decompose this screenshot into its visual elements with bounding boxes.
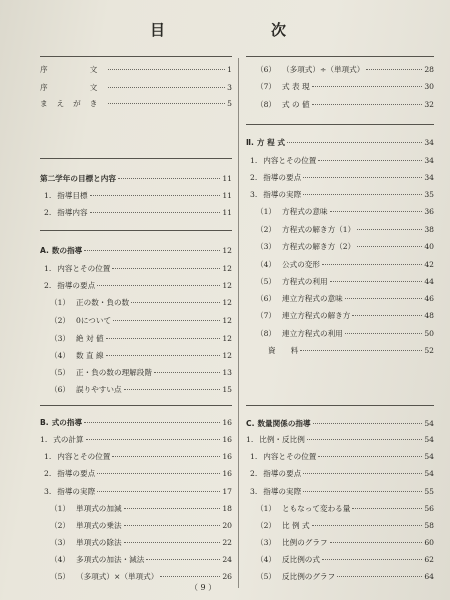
section-rule [40,230,232,231]
dot-leader [108,103,225,104]
entry-title: 指導の実際 [57,487,96,496]
toc-entry [246,310,434,324]
entry-number: （8） [256,329,277,338]
dot-leader [146,559,220,560]
dot-leader [303,491,422,492]
toc-entry [40,468,232,482]
page-ref: 12 [222,264,232,273]
toc-entry [40,486,232,500]
entry-title: 単項式の加減 [76,504,122,513]
entry-number: （7） [256,82,277,91]
entry-number: （2） [50,316,71,325]
entry-title: 式の指導 [51,418,83,427]
toc-section-heading [246,137,434,151]
dot-leader [108,69,225,70]
page-ref: 54 [424,419,434,428]
section-rule [40,405,232,406]
entry-title: 連立方程式の解き方 [282,311,351,320]
toc-entry [246,64,434,78]
entry-number: （5） [50,572,71,581]
entry-title: 内容とその位置 [263,452,317,461]
dot-leader [113,320,220,321]
dot-leader [345,333,423,334]
toc-entry [246,99,434,113]
toc-entry [40,350,232,364]
page-ref: 1 [227,65,232,74]
toc-entry [246,345,434,359]
entry-title: ともなって変わる量 [282,504,351,513]
entry-title: 連立方程式の利用 [282,329,343,338]
page-ref: 58 [424,521,434,530]
dot-leader [318,160,422,161]
dot-leader [312,104,423,105]
entry-number: （6） [50,385,71,394]
section-letter: Ⅱ. [246,138,254,147]
entry-number: 2. [250,469,258,478]
page-ref: 12 [222,334,232,343]
entry-title: 単項式の乗法 [76,521,122,530]
entry-title: 内容とその位置 [57,264,111,273]
toc-entry [246,293,434,307]
page-ref: 12 [222,298,232,307]
dot-leader [118,178,220,179]
page-number: （ 9 ） [190,583,217,592]
dot-leader [307,439,423,440]
entry-title: 序 文 [40,83,107,92]
entry-title: 絶 対 値 [76,334,104,343]
entry-title: 方程式の意味 [282,207,328,216]
toc-entry [40,207,232,221]
page-ref: 42 [424,260,434,269]
toc-entry [246,224,434,238]
toc-entry [40,451,232,465]
entry-title: まえがき [40,99,107,108]
page-ref: 5 [227,99,232,108]
toc-entry [246,81,434,95]
entry-number: 3. [250,487,258,496]
title-char-1: 目 [150,21,170,39]
title-char-2: 次 [270,21,290,39]
section-letter: A. [40,246,49,255]
dot-leader [124,525,221,526]
toc-section-heading [40,173,232,187]
toc-entry [40,503,232,517]
entry-title: 方 程 式 [256,138,285,147]
entry-number: 2. [44,469,52,478]
toc-entry [40,297,232,311]
entry-title: 方程式の解き方（2） [282,242,356,251]
page-ref: 24 [222,555,232,564]
entry-number: （4） [50,351,71,360]
page-ref: 12 [222,316,232,325]
toc-entry [40,520,232,534]
toc-entry [246,328,434,342]
entry-title: 正の数・負の数 [76,298,130,307]
entry-title: 指導の要点 [263,469,302,478]
toc-entry [40,280,232,294]
dot-leader [330,211,423,212]
entry-title: 式 の 値 [282,100,310,109]
dot-leader [330,281,423,282]
entry-number: （3） [50,538,71,547]
entry-number: 1. [44,191,52,200]
toc-entry [40,64,232,78]
page-ref: 34 [424,138,434,147]
entry-title: 単項式の除法 [76,538,122,547]
entry-number: （1） [256,504,277,513]
dot-leader [337,576,422,577]
entry-title: 内容とその位置 [57,452,111,461]
toc-entry [40,554,232,568]
toc-entry [40,333,232,347]
entry-number: （4） [50,555,71,564]
dot-leader [97,473,220,474]
page-ref: 55 [424,487,434,496]
page-ref: 28 [424,65,434,74]
toc-entry [40,384,232,398]
page-ref: 12 [222,281,232,290]
section-letter: C. [246,419,255,428]
entry-title: 数量関係の指導 [257,419,311,428]
entry-title: 式 表 現 [282,82,310,91]
toc-entry [246,451,434,465]
toc-entry [246,189,434,203]
entry-number: （2） [256,225,277,234]
dot-leader [303,194,422,195]
toc-entry [246,520,434,534]
toc-entry [40,82,232,96]
entry-title: 指導内容 [57,208,88,217]
page-ref: 13 [222,368,232,377]
toc-entry [246,486,434,500]
dot-leader [97,285,220,286]
entry-number: （8） [256,100,277,109]
toc-section-heading [40,417,232,431]
entry-number: 3. [250,190,258,199]
toc-entry [246,468,434,482]
page-ref: 56 [424,504,434,513]
entry-title: 方程式の解き方（1） [282,225,356,234]
entry-title: 正・負の数の理解段階 [76,368,152,377]
toc-entry [246,206,434,220]
dot-leader [303,177,422,178]
page-ref: 20 [222,521,232,530]
page-ref: 36 [424,207,434,216]
toc-entry [40,190,232,204]
entry-number: 3. [44,487,52,496]
entry-title: 比例・反比例 [259,435,305,444]
entry-number: 2. [44,208,52,217]
page-ref: 17 [222,487,232,496]
page-ref: 38 [424,225,434,234]
toc-entry [246,172,434,186]
section-rule [246,405,434,406]
page-ref: 60 [424,538,434,547]
dot-leader [90,212,221,213]
entry-number: （6） [256,294,277,303]
dot-leader [313,423,423,424]
entry-number: （5） [50,368,71,377]
toc-entry [246,537,434,551]
entry-number: （3） [256,538,277,547]
toc-section-heading [40,245,232,259]
dot-leader [300,350,422,351]
dot-leader [312,525,423,526]
page-ref: 12 [222,351,232,360]
page-ref: 35 [424,190,434,199]
dot-leader [84,422,220,423]
entry-number: （1） [50,504,71,513]
entry-title: 反比例のグラフ [282,572,336,581]
entry-number: 1. [250,156,258,165]
entry-title: 内容とその位置 [263,156,317,165]
entry-number: 1. [40,435,48,444]
entry-number: （5） [256,572,277,581]
entry-number: （4） [256,260,277,269]
dot-leader [357,246,422,247]
page-ref: 32 [424,100,434,109]
entry-number: （2） [256,521,277,530]
page-ref: 62 [424,555,434,564]
dot-leader [357,229,422,230]
entry-title: 数の指導 [51,246,83,255]
entry-title: 方程式の利用 [282,277,328,286]
entry-title: 指導目標 [57,191,88,200]
entry-title: 比例のグラフ [282,538,328,547]
entry-title: 誤りやすい点 [76,385,122,394]
dot-leader [124,389,221,390]
dot-leader [154,372,220,373]
entry-title: 公式の変形 [282,260,320,269]
page-ref: 15 [222,385,232,394]
entry-title: 序 文 [40,65,107,74]
toc-section-heading [246,418,434,432]
toc-entry [246,434,434,448]
entry-number: 1. [44,264,52,273]
dot-leader [303,473,422,474]
toc-entry [246,241,434,255]
toc-entry [246,554,434,568]
entry-number: 1. [250,452,258,461]
page-ref: 50 [424,329,434,338]
page-ref: 52 [424,346,434,355]
dot-leader [322,264,422,265]
page-ref: 34 [424,156,434,165]
page-ref: 16 [222,418,232,427]
toc-entry [246,503,434,517]
entry-number: 2. [44,281,52,290]
page-ref: 34 [424,173,434,182]
page-ref: 54 [424,452,434,461]
dot-leader [131,302,220,303]
entry-number: （1） [50,298,71,307]
entry-title: 第二学年の目標と内容 [40,174,116,183]
section-rule [40,158,232,159]
entry-number: （1） [256,207,277,216]
entry-number: （4） [256,555,277,564]
page-ref: 64 [424,572,434,581]
dot-leader [330,542,423,543]
page-ref: 30 [424,82,434,91]
dot-leader [124,542,221,543]
entry-title: 比 例 式 [282,521,310,530]
page-ref: 26 [222,572,232,581]
dot-leader [86,439,221,440]
dot-leader [322,559,422,560]
dot-leader [345,298,423,299]
entry-number: （5） [256,277,277,286]
section-rule [40,56,232,57]
entry-title: 多項式の加法・減法 [76,555,145,564]
page-title [150,19,290,40]
entry-title: 指導の要点 [57,469,96,478]
entry-title: （多項式）÷（単項式） [282,65,365,74]
page-ref: 3 [227,83,232,92]
dot-leader [366,69,422,70]
section-letter: B. [40,418,49,427]
dot-leader [318,456,422,457]
entry-number: 2. [250,173,258,182]
toc-entry [40,367,232,381]
toc-entry [246,259,434,273]
page-ref: 54 [424,435,434,444]
entry-number: （7） [256,311,277,320]
entry-title: 0について [76,316,112,325]
entry-title: 指導の実際 [263,190,302,199]
page-ref: 46 [424,294,434,303]
page-ref: 11 [222,208,232,217]
toc-entry [40,98,232,112]
entry-title: 数 直 線 [76,351,104,360]
toc-entry [40,263,232,277]
entry-title: 連立方程式の意味 [282,294,343,303]
entry-title: 反比例の式 [282,555,320,564]
toc-entry [246,276,434,290]
entry-number: 1. [246,435,254,444]
dot-leader [106,338,221,339]
page-ref: 22 [222,538,232,547]
page-ref: 54 [424,469,434,478]
entry-title: 指導の要点 [263,173,302,182]
entry-number: （2） [50,521,71,530]
entry-number: （3） [50,334,71,343]
entry-number: （3） [256,242,277,251]
toc-entry [246,155,434,169]
dot-leader [112,268,220,269]
page-ref: 18 [222,504,232,513]
entry-title: 指導の実際 [263,487,302,496]
dot-leader [124,508,221,509]
page-ref: 11 [222,191,232,200]
dot-leader [352,508,422,509]
toc-entry [40,434,232,448]
dot-leader [160,576,220,577]
dot-leader [312,86,423,87]
dot-leader [112,456,220,457]
dot-leader [108,87,225,88]
page-ref: 44 [424,277,434,286]
entry-number: （6） [256,65,277,74]
section-rule [246,56,434,57]
section-rule [246,124,434,125]
dot-leader [97,491,220,492]
toc-entry [40,315,232,329]
page-ref: 12 [222,246,232,255]
column-divider [238,58,239,588]
entry-title: 指導の要点 [57,281,96,290]
dot-leader [287,142,422,143]
entry-title: 式の計算 [53,435,84,444]
entry-number: 1. [44,452,52,461]
toc-entry [40,537,232,551]
page-ref: 48 [424,311,434,320]
page-ref: 16 [222,435,232,444]
dot-leader [90,195,221,196]
page-ref: 16 [222,452,232,461]
page-ref: 40 [424,242,434,251]
entry-title: 資 料 [268,346,299,355]
dot-leader [106,355,221,356]
page-ref: 16 [222,469,232,478]
entry-title: （多項式）×（単項式） [76,572,159,581]
toc-entry [246,571,434,585]
dot-leader [84,250,220,251]
dot-leader [352,315,422,316]
page-ref: 11 [222,174,232,183]
